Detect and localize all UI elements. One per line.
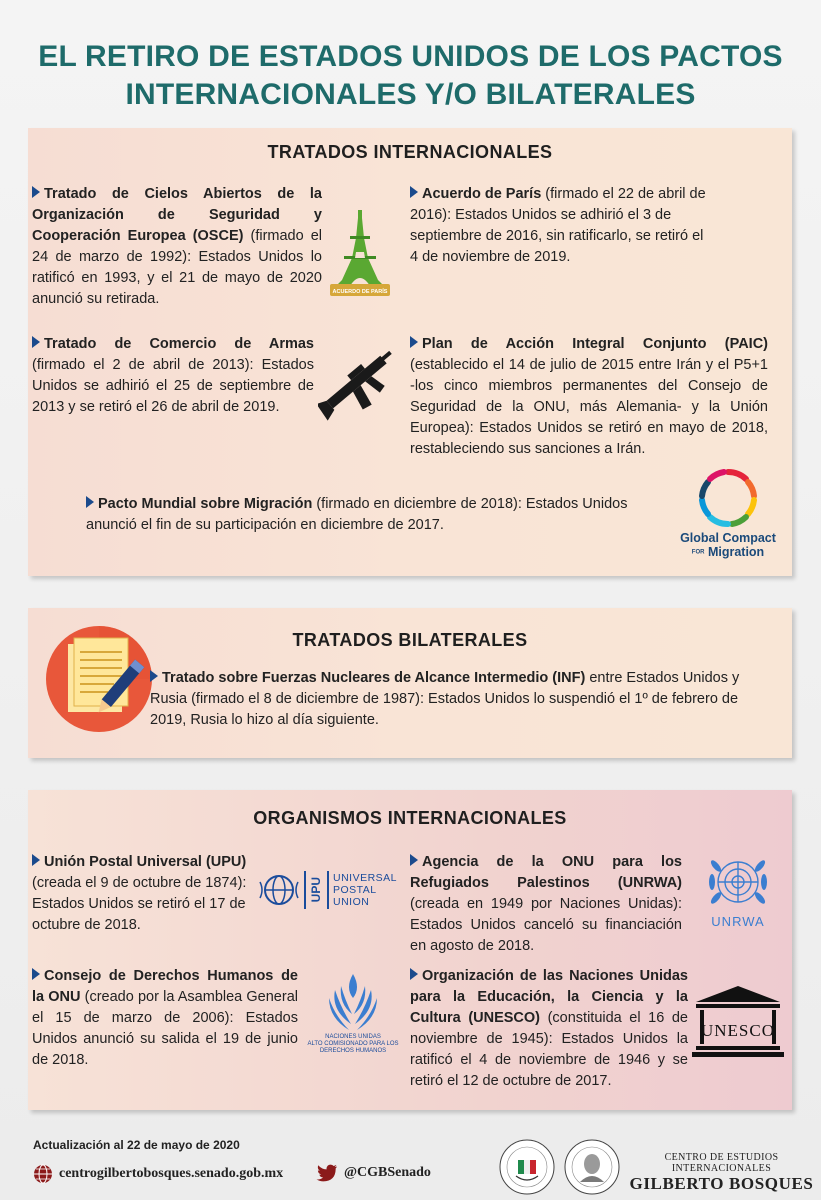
item-body: (firmado el 2 de abril de 2013): Estados Unidos se adhirió el 25 de septiembre de 2013 y se retiró el 26 de abril de 2019. [32, 357, 314, 415]
item-inf [150, 668, 770, 731]
section-heading-organismos: ORGANISMOS INTERNACIONALES [253, 808, 567, 828]
org-name-line1: CENTRO DE ESTUDIOS INTERNACIONALES [664, 1152, 779, 1174]
page-title-line1: EL RETIRO DE ESTADOS UNIDOS DE LOS PACTOS [38, 40, 783, 73]
item-body: (firmado el 24 de marzo de 1992): Estados Unidos lo ratificó en 1993, y el 21 de mayo de 2020 anunció su retirada. [32, 228, 322, 307]
ohchr-logo [300, 970, 406, 1066]
twitter-icon [316, 1164, 338, 1182]
item-consejo-derechos-humanos [32, 966, 298, 1071]
global-compact-migration-logo [672, 466, 784, 566]
ohchr-line1: NACIONES UNIDAS [325, 1034, 381, 1040]
section-heading-tratados-bilaterales: TRATADOS BILATERALES [292, 630, 528, 650]
item-upu [32, 852, 254, 936]
item-body: (firmado el 22 de abril de 2016): Estados Unidos se adhirió el 3 de septiembre de 2016, sin ratificarlo, se retiró el 4 de noviembre de 2019. [410, 186, 706, 265]
unrwa-logo [698, 852, 778, 936]
document-pen-icon [44, 624, 154, 734]
organismos-internacionales-panel [28, 790, 792, 1110]
item-acuerdo-paris [410, 184, 710, 268]
unesco-logo-text: UNESCO [700, 1021, 776, 1040]
gcm-for: FOR [691, 549, 705, 556]
bullet-arrow-icon [410, 186, 418, 198]
website-link[interactable] [33, 1164, 283, 1184]
ohchr-line2: ALTO COMISIONADO PARA LOS [307, 1041, 399, 1047]
twitter-link[interactable] [316, 1164, 431, 1182]
upu-logo-line2: POSTAL [333, 884, 377, 896]
upu-logo [258, 868, 398, 912]
item-body: (creada en 1949 por Naciones Unidas): Estados Unidos canceló su financiación en agosto de 2018. [410, 896, 682, 954]
ohchr-line3: DERECHOS HUMANOS [319, 1048, 387, 1054]
eiffel-tower-icon [328, 208, 392, 300]
upu-logo-line3: UNION [333, 896, 370, 908]
item-paic [410, 334, 768, 460]
unrwa-logo-text: UNRWA [711, 914, 765, 929]
item-unesco [410, 966, 688, 1092]
bullet-arrow-icon [150, 670, 158, 682]
senado-seal-logo [498, 1138, 556, 1196]
bullet-arrow-icon [32, 336, 40, 348]
item-title: Unión Postal Universal (UPU) [44, 854, 247, 870]
item-title: Organización de las Naciones Unidas para la Educación, la Ciencia y la Cultura (UNESCO) [410, 968, 688, 1026]
page-title [0, 38, 821, 114]
org-name [622, 1152, 821, 1194]
bullet-arrow-icon [410, 968, 418, 980]
item-body: (creado por la Asamblea General el 15 de marzo de 2006): Estados Unidos anunció su salida el 19 de junio de 2018. [32, 989, 298, 1068]
item-title: Tratado sobre Fuerzas Nucleares de Alcance Intermedio (INF) [162, 670, 586, 686]
tratados-internacionales-panel [28, 128, 792, 576]
bullet-arrow-icon [410, 854, 418, 866]
item-title: Pacto Mundial sobre Migración [98, 496, 313, 512]
item-title: Agencia de la ONU para los Refugiados Palestinos (UNRWA) [410, 854, 682, 891]
item-body: (constituida el 16 de noviembre de 1945): Estados Unidos la ratificó el 4 de noviembre de 1946 y se retiró el 12 de octubre de 2017. [410, 1010, 688, 1089]
gcm-line2: Migration [707, 545, 765, 559]
update-date: Actualización al 22 de mayo de 2020 [33, 1138, 240, 1152]
item-title: Consejo de Derechos Humanos de la ONU [32, 968, 298, 1005]
bullet-arrow-icon [32, 854, 40, 866]
eiffel-tower-badge-text: ACUERDO DE PARÍS [332, 289, 388, 295]
item-title: Acuerdo de París [422, 186, 542, 202]
globe-icon [33, 1164, 53, 1184]
bullet-arrow-icon [410, 336, 418, 348]
unesco-logo [692, 982, 784, 1066]
item-body: (firmado en diciembre de 2018): Estados Unidos anunció el fin de su participación en diciembre de 2017. [86, 496, 628, 533]
cgb-seal-logo [563, 1138, 621, 1196]
item-comercio-armas [32, 334, 314, 418]
website-text: centrogilbertobosques.senado.gob.mx [59, 1166, 284, 1181]
item-title: Tratado de Cielos Abiertos de la Organización de Seguridad y Cooperación Europea (OSCE) [32, 186, 322, 244]
bullet-arrow-icon [32, 968, 40, 980]
item-title: Tratado de Comercio de Armas [44, 336, 314, 352]
item-title: Plan de Acción Integral Conjunto (PAIC) [422, 336, 768, 352]
item-pacto-migracion [86, 494, 662, 536]
item-cielos-abiertos [32, 184, 322, 310]
gcm-line1: Global Compact [680, 531, 776, 545]
item-body: entre Estados Unidos y Rusia (firmado el 8 de diciembre de 1987): Estados Unidos lo suspendió el 1º de febrero de 2019, Rusia lo hizo al día siguiente. [150, 670, 740, 728]
item-unrwa [410, 852, 682, 957]
upu-logo-line1: UNIVERSAL [333, 872, 398, 884]
tratados-bilaterales-panel [28, 608, 792, 758]
item-body: (establecido el 14 de julio de 2015 entre Irán y el P5+1 -los cinco miembros permanentes del Consejo de Seguridad de la ONU, más Alemania- y la Unión Europea): Estados Unidos se retiró en mayo de 2018, restableciendo sus sanciones a Irán. [410, 357, 768, 457]
twitter-handle: @CGBSenado [344, 1165, 431, 1180]
section-heading-tratados-internacionales: TRATADOS INTERNACIONALES [267, 142, 553, 162]
bullet-arrow-icon [86, 496, 94, 508]
upu-logo-abbr: UPU [309, 877, 323, 903]
page-title-line2: INTERNACIONALES Y/O BILATERALES [125, 78, 696, 111]
bullet-arrow-icon [32, 186, 40, 198]
org-name-line2: GILBERTO BOSQUES [629, 1174, 814, 1193]
rifle-icon [318, 340, 404, 422]
item-body: (creada el 9 de octubre de 1874): Estados Unidos se retiró el 17 de octubre de 2018. [32, 875, 247, 933]
